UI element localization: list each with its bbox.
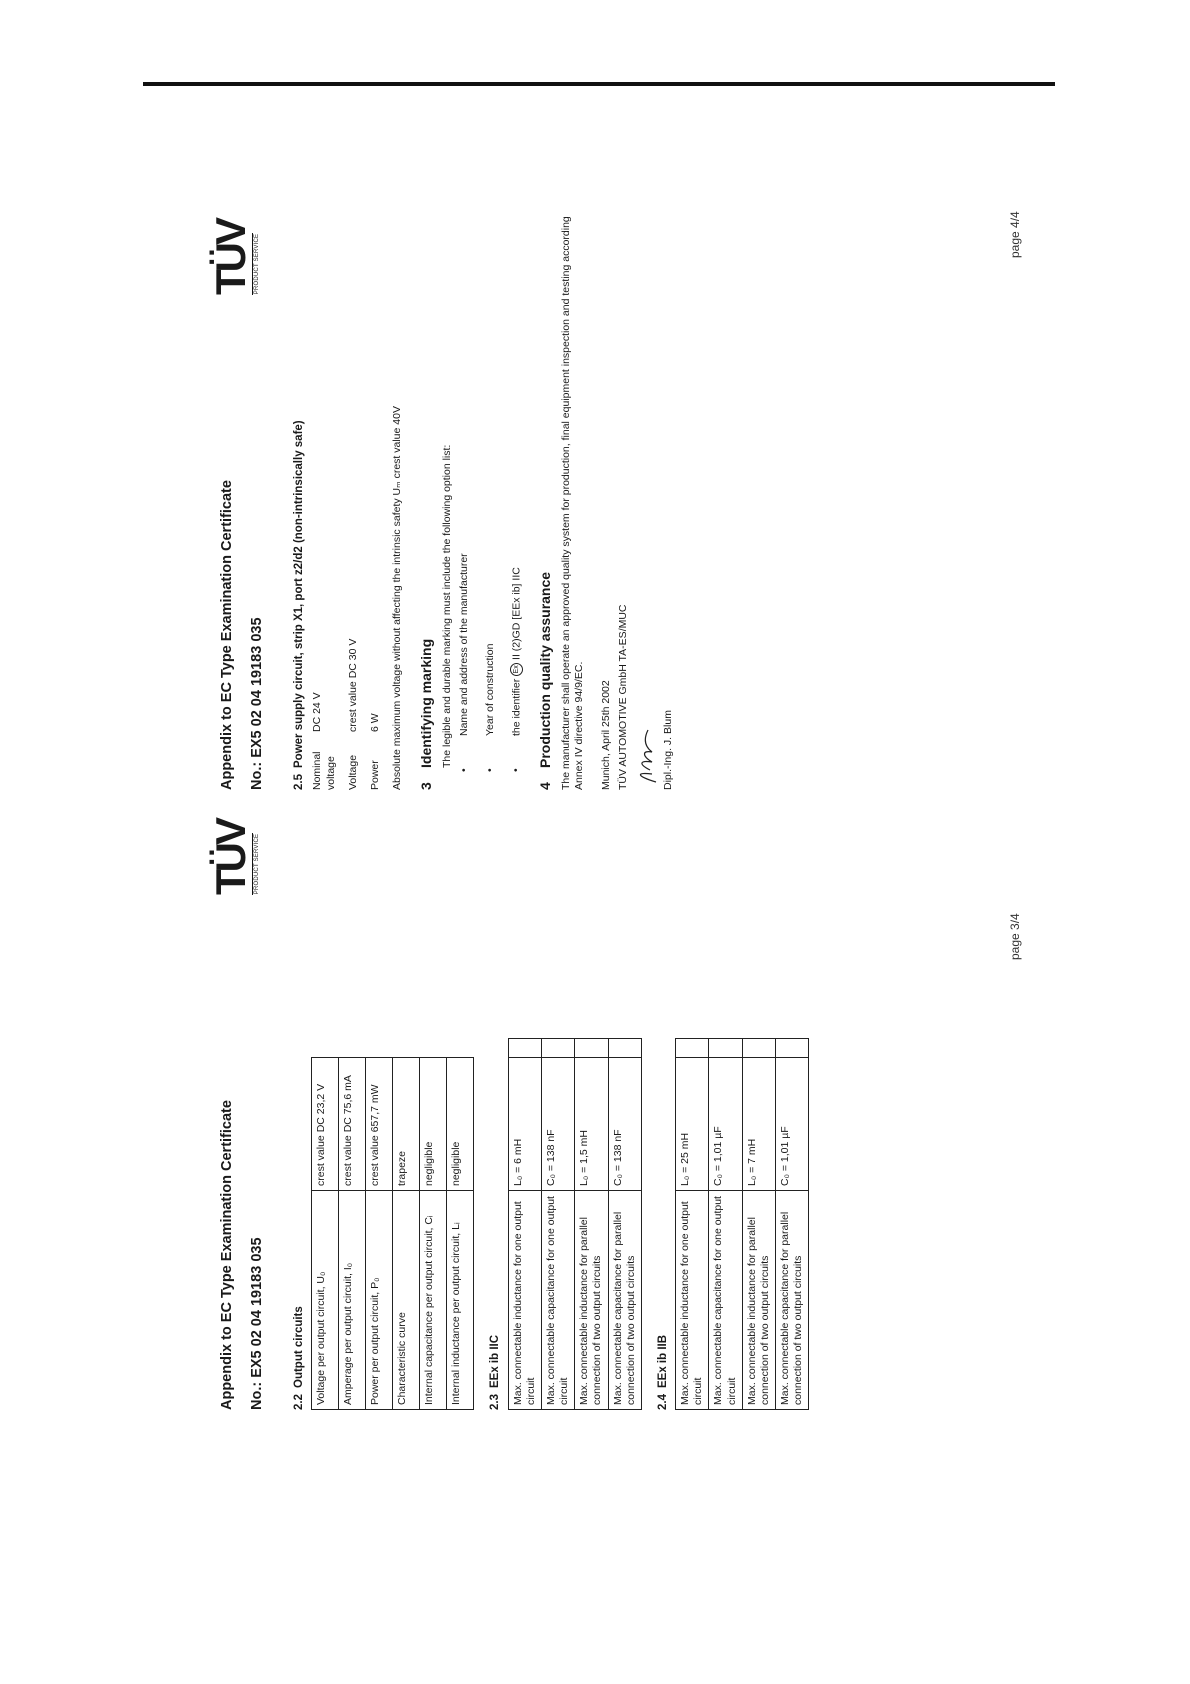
- empty-cell: [608, 1039, 641, 1058]
- section-3-heading: [418, 200, 436, 790]
- row-value: L₀ = 1,5 mH: [575, 1058, 608, 1191]
- section-number: 2.5: [293, 774, 305, 790]
- tuv-logo-mark: TÜV: [207, 220, 254, 295]
- supply-label: Nominal voltage: [311, 751, 337, 790]
- signer-name: Dipl.-Ing. J. Blum: [662, 710, 675, 790]
- table-row: [775, 1039, 808, 1410]
- empty-cell: [575, 1039, 608, 1058]
- tuv-logo-sub: PRODUCT SERVICE: [254, 233, 260, 295]
- table-row: [742, 1039, 775, 1410]
- table-row: [312, 1058, 339, 1410]
- certificate-number: No.: EX5 02 04 19183 035: [249, 1237, 265, 1410]
- empty-cell: [775, 1039, 808, 1058]
- row-label: Internal inductance per output circuit, Lᵢ: [447, 1191, 474, 1410]
- row-label: Max. connectable capacitance for parallel connection of two output circuits: [608, 1191, 641, 1410]
- row-value: crest value DC 75,6 mA: [339, 1058, 366, 1191]
- section-number: 3: [418, 782, 434, 790]
- empty-cell: [742, 1039, 775, 1058]
- table-row: [339, 1058, 366, 1410]
- empty-cell: [542, 1039, 575, 1058]
- row-label: Internal capacitance per output circuit, Cᵢ: [420, 1191, 447, 1410]
- empty-cell: [508, 1039, 541, 1058]
- section-2-4-heading: [656, 910, 670, 1410]
- row-label: Max. connectable inductance for one output circuit: [508, 1191, 541, 1410]
- section-title: Output circuits: [293, 1306, 305, 1388]
- row-label: Amperage per output circuit, I₀: [339, 1191, 366, 1410]
- tuv-logo-mark: TÜV: [207, 820, 254, 895]
- empty-cell: [676, 1039, 709, 1058]
- signing-organisation: TÜV AUTOMOTIVE GmbH TA-ES/MUC: [617, 604, 630, 790]
- bullet-icon: •: [509, 768, 522, 772]
- section-title: Power supply circuit, strip X1, port z2/d2 (non-intrinsically safe): [293, 420, 305, 768]
- supply-label: Voltage: [346, 754, 359, 790]
- page-4-header: [207, 200, 278, 790]
- list-item: [484, 200, 497, 772]
- row-label: Max. connectable inductance for parallel connection of two output circuits: [575, 1191, 608, 1410]
- section-number: 2.3: [489, 1394, 502, 1410]
- output-circuits-table: [311, 1057, 474, 1410]
- row-value: L₀ = 6 mH: [508, 1058, 541, 1191]
- handwritten-signature: [632, 726, 660, 786]
- row-label: Characteristic curve: [393, 1191, 420, 1410]
- section-2-2-heading: [292, 910, 306, 1410]
- section-title: Identifying marking: [418, 638, 434, 768]
- page-3-number: page 3/4: [1008, 913, 1022, 960]
- ex-symbol-icon: Ex: [510, 663, 523, 676]
- row-value: C₀ = 1,01 µF: [709, 1058, 742, 1191]
- row-value: crest value 657,7 mW: [366, 1058, 393, 1191]
- section-2-3-heading: [488, 910, 502, 1410]
- section-title: EEx ib IIB: [656, 1334, 669, 1388]
- list-item: [510, 200, 523, 772]
- certificate-title: Appendix to EC Type Examination Certificate: [219, 480, 235, 790]
- table-row: [709, 1039, 742, 1410]
- section-4-heading: [537, 200, 555, 790]
- supply-row: [347, 200, 360, 790]
- table-row: [608, 1039, 641, 1410]
- qa-text: The manufacturer shall operate an approved quality system for production, final equipment inspection and testing according Annex IV directive 94/9/EC.: [559, 216, 585, 790]
- row-value: L₀ = 7 mH: [742, 1058, 775, 1191]
- absolute-max-voltage: Absolute maximum voltage without affecting the intrinsic safety Uₘ crest value 40V: [390, 406, 403, 790]
- bullet-icon: •: [457, 768, 470, 772]
- row-value: negligible: [447, 1058, 474, 1191]
- table-row: [366, 1058, 393, 1410]
- signature-block: [600, 200, 675, 790]
- eex-iic-table: [508, 1038, 642, 1410]
- section-2-5-heading: [292, 200, 306, 790]
- row-label: Max. connectable capacitance for parallel connection of two output circuits: [775, 1191, 808, 1410]
- row-value: C₀ = 138 nF: [542, 1058, 575, 1191]
- top-rule: [143, 82, 1055, 86]
- eex-iib-table: [675, 1038, 809, 1410]
- supply-label: Power: [368, 760, 381, 790]
- table-row: [575, 1039, 608, 1410]
- table-row: [420, 1058, 447, 1410]
- row-label: Max. connectable capacitance for one output circuit: [709, 1191, 742, 1410]
- row-value: C₀ = 1,01 µF: [775, 1058, 808, 1191]
- identifier-prefix: the identifier: [510, 678, 523, 736]
- supply-value: crest value DC 30 V: [346, 638, 359, 732]
- row-value: crest value DC 23,2 V: [312, 1058, 339, 1191]
- supply-value: DC 24 V: [311, 692, 324, 732]
- tuv-logo: [207, 820, 262, 895]
- empty-cell: [709, 1039, 742, 1058]
- tuv-logo-sub: PRODUCT SERVICE: [254, 833, 260, 895]
- section-number: 4: [537, 782, 554, 790]
- section-title: Production quality assurance: [537, 571, 554, 768]
- page-4-panel: [207, 200, 978, 790]
- page-3-header: [207, 820, 278, 1410]
- row-label: Max. connectable capacitance for one output circuit: [542, 1191, 575, 1410]
- tuv-logo: [207, 220, 262, 295]
- section-number: 2.4: [656, 1394, 669, 1410]
- bullet-icon: •: [483, 768, 496, 772]
- row-value: trapeze: [393, 1058, 420, 1191]
- row-label: Power per output circuit, P₀: [366, 1191, 393, 1410]
- table-row: [447, 1058, 474, 1410]
- signing-date: Munich, April 25th 2002: [600, 680, 613, 790]
- marking-intro: The legible and durable marking must include the following option list:: [440, 444, 453, 768]
- table-row: [542, 1039, 575, 1410]
- option-text: Name and address of the manufacturer: [457, 553, 470, 736]
- supply-value: 6 W: [368, 713, 381, 732]
- identifier-suffix: II (2)GD [EEx ib] IIC: [510, 567, 523, 660]
- table-row: [508, 1039, 541, 1410]
- row-label: Voltage per output circuit, U₀: [312, 1191, 339, 1410]
- supply-row: [311, 200, 337, 790]
- marking-option-list: [458, 200, 524, 772]
- page-3-panel: [207, 820, 818, 1410]
- option-text: Year of construction: [483, 643, 496, 736]
- certificate-title: Appendix to EC Type Examination Certificate: [219, 1100, 235, 1410]
- row-label: Max. connectable inductance for one output circuit: [676, 1191, 709, 1410]
- list-item: [458, 200, 471, 772]
- row-value: C₀ = 138 nF: [608, 1058, 641, 1191]
- table-row: [393, 1058, 420, 1410]
- row-value: negligible: [420, 1058, 447, 1191]
- row-label: Max. connectable inductance for parallel connection of two output circuits: [742, 1191, 775, 1410]
- table-row: [676, 1039, 709, 1410]
- section-number: 2.2: [293, 1394, 305, 1410]
- supply-row: [369, 200, 382, 790]
- page-4-number: page 4/4: [1008, 211, 1022, 258]
- section-title: EEx ib IIC: [489, 1334, 502, 1388]
- certificate-number: No.: EX5 02 04 19183 035: [249, 617, 265, 790]
- row-value: L₀ = 25 mH: [676, 1058, 709, 1191]
